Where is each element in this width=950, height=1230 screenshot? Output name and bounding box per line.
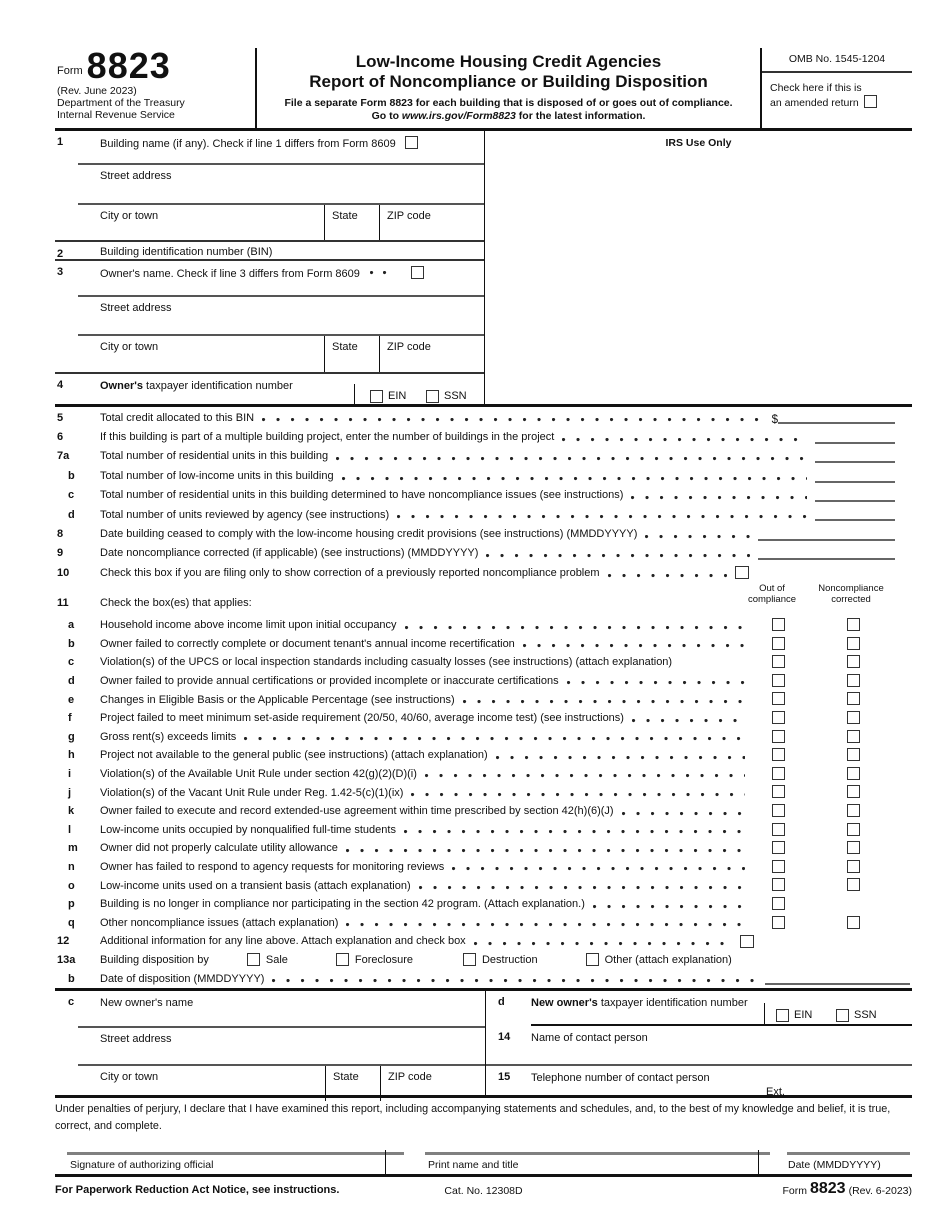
line11j-row <box>55 783 912 802</box>
col1-line2: compliance <box>747 593 797 605</box>
line11b-letter: b <box>68 637 75 650</box>
line13a-label: Building disposition by <box>100 953 209 966</box>
line11c-corrected-checkbox[interactable] <box>847 655 860 668</box>
goto-url: www.irs.gov/Form8823 <box>401 110 516 123</box>
line11a-label: Household income above income limit upon initial occupancy <box>100 619 397 632</box>
paperwork-notice: For Paperwork Reduction Act Notice, see instructions. <box>55 1184 340 1196</box>
dot-leader <box>244 737 745 741</box>
line11g-label: Gross rent(s) exceeds limits <box>100 730 237 743</box>
line11m-corrected-checkbox[interactable] <box>847 841 860 854</box>
line5-label: Total credit allocated to this BIN <box>100 411 255 424</box>
line3-dot-leader <box>370 271 396 275</box>
contact-right-column <box>485 991 912 1098</box>
form-revision: (Rev. June 2023) <box>57 85 137 98</box>
line11o-row <box>55 876 912 895</box>
street-address-label: Street address <box>100 1033 172 1045</box>
line12-row <box>55 932 912 951</box>
line3-row[interactable] <box>55 259 484 295</box>
dot-leader <box>425 774 745 778</box>
line11e-row <box>55 690 912 709</box>
ein-label: EIN <box>388 390 407 402</box>
amended-line2: an amended return <box>770 97 859 110</box>
line9-label: Date noncompliance corrected (if applicable) (see instructions) (MMDDYYYY) <box>100 547 479 560</box>
dot-leader <box>608 574 727 578</box>
dot-leader <box>272 979 757 983</box>
form-title-line2: Report of Noncompliance or Building Disposition <box>309 72 708 92</box>
line7c-number: c <box>68 489 75 502</box>
line7d-row <box>55 505 912 524</box>
line13d-letter: d <box>498 996 505 1008</box>
line11k-label: Owner failed to execute and record extended-use agreement within time prescribed by section 42(h)(6)(J) <box>100 805 614 818</box>
catalog-number: Cat. No. 12308D <box>444 1185 523 1197</box>
line11m-label: Owner did not properly calculate utility allowance <box>100 842 338 855</box>
line11c-label: Violation(s) of the UPCS or local inspection standards including casualty losses (see instructions) (attach explanation) <box>100 656 673 669</box>
line14-row[interactable] <box>486 1026 912 1064</box>
line11d-corrected-checkbox[interactable] <box>847 674 860 687</box>
state-cell[interactable] <box>325 1066 380 1101</box>
line9-date-field[interactable] <box>758 558 895 560</box>
line3-street-row[interactable] <box>55 295 484 334</box>
col2-line2: corrected <box>831 593 871 605</box>
line11n-label: Owner has failed to respond to agency requests for monitoring reviews <box>100 861 445 874</box>
col2-line1: Noncompliance <box>818 583 884 594</box>
new-owner-left-column <box>55 991 485 1095</box>
dot-leader <box>411 793 745 797</box>
line13a-row <box>55 951 912 970</box>
dot-leader <box>523 644 745 648</box>
line11j-letter: j <box>68 786 72 799</box>
dot-leader <box>397 515 807 519</box>
goto-pre: Go to <box>371 110 402 123</box>
line11k-corrected-checkbox[interactable] <box>847 804 860 817</box>
tin-divider-tick <box>354 384 355 407</box>
sale-label: Sale <box>265 953 288 966</box>
date-label: Date (MMDDYYYY) <box>788 1159 881 1171</box>
line2-label: Building identification number (BIN) <box>100 246 273 258</box>
line4-label-bold: Owner's <box>100 380 143 392</box>
new-owner-street-row[interactable] <box>55 1026 485 1064</box>
zip-cell[interactable] <box>379 205 484 240</box>
line2-row[interactable] <box>55 240 484 259</box>
line11f-letter: f <box>68 712 72 725</box>
line11b-row <box>55 635 912 654</box>
line4-tin-type <box>55 384 484 407</box>
line11f-label: Project failed to meet minimum set-aside requirement (20/50, 40/60, average income test) (see instructions) <box>100 712 624 725</box>
street-address-label: Street address <box>100 170 172 182</box>
line6-row <box>55 427 912 446</box>
line11n-row <box>55 858 912 877</box>
form-word: Form <box>57 65 83 78</box>
footer-revision: (Rev. 6-2023) <box>848 1185 912 1197</box>
line11k-out-of-compliance-checkbox[interactable] <box>772 804 785 817</box>
line6-label: If this building is part of a multiple building project, enter the number of buildings in the project <box>100 431 555 444</box>
line11n-out-of-compliance-checkbox[interactable] <box>772 860 785 873</box>
line11q-row <box>55 914 912 933</box>
line11m-letter: m <box>68 842 78 855</box>
line8-label: Date building ceased to comply with the low-income housing credit provisions (see instructions) (MMDDYYYY) <box>100 528 638 541</box>
line5-row <box>55 408 912 427</box>
line13c-letter: c <box>68 996 75 1008</box>
line7d-value-field[interactable] <box>815 519 895 521</box>
line11i-letter: i <box>68 768 72 781</box>
footer-form-number: 8823 <box>809 1180 846 1197</box>
line11g-corrected-checkbox[interactable] <box>847 730 860 743</box>
noncompliance-corrected-column-header <box>811 584 891 606</box>
amended-line1: Check here if this is <box>770 82 862 94</box>
dot-leader <box>593 905 745 909</box>
ext-label: Ext. <box>766 1086 785 1098</box>
line15-number: 15 <box>498 1071 511 1083</box>
line7b-label: Total number of low-income units in this building <box>100 469 334 482</box>
line11j-out-of-compliance-checkbox[interactable] <box>772 785 785 798</box>
line11d-letter: d <box>68 675 75 688</box>
zip-label: ZIP code <box>388 1071 432 1083</box>
line1-street-row[interactable] <box>55 163 484 203</box>
line11a-row <box>55 616 912 635</box>
line7d-label: Total number of units reviewed by agency (see instructions) <box>100 508 390 521</box>
foreclosure-label: Foreclosure <box>354 953 413 966</box>
dot-leader <box>632 719 745 723</box>
city-label: City or town <box>100 1071 159 1083</box>
irs-use-only-panel <box>485 131 912 404</box>
line7c-label: Total number of residential units in this building determined to have noncompliance issues (see instructions) <box>100 489 624 502</box>
line11j-corrected-checkbox[interactable] <box>847 785 860 798</box>
line3-label <box>100 261 484 281</box>
dot-leader <box>405 626 745 630</box>
line11d-label: Owner failed to provide annual certifications or provided incomplete or inaccurate certifications <box>100 675 559 688</box>
line11j-label: Violation(s) of the Vacant Unit Rule under Reg. 1.42-5(c)(1)(ix) <box>100 786 404 799</box>
line15-row[interactable] <box>486 1064 912 1101</box>
line11g-row <box>55 728 912 747</box>
line11l-out-of-compliance-checkbox[interactable] <box>772 823 785 836</box>
zip-cell[interactable] <box>380 1066 485 1101</box>
line11i-corrected-checkbox[interactable] <box>847 767 860 780</box>
form-subtitle: File a separate Form 8823 for each building that is disposed of or goes out of compliance. <box>284 96 733 109</box>
line7a-value-field[interactable] <box>815 461 895 463</box>
line11l-row <box>55 821 912 840</box>
sale-checkbox[interactable] <box>247 953 260 966</box>
line13d-ein-checkbox[interactable] <box>776 1009 789 1022</box>
line14-label: Name of contact person <box>531 1032 648 1044</box>
line6-value-field[interactable] <box>815 442 895 444</box>
city-label: City or town <box>100 341 159 353</box>
line11-items <box>55 616 912 988</box>
disposition-other-option <box>586 953 732 966</box>
line1-label-text: Building name (if any). Check if line 1 differs from Form 8609 <box>100 138 396 150</box>
amended-return-checkbox[interactable] <box>864 95 877 108</box>
line11k-row <box>55 802 912 821</box>
line13c-label: New owner's name <box>100 997 194 1009</box>
line1-differs-checkbox[interactable] <box>405 136 418 149</box>
amended-return-note <box>762 73 912 110</box>
line11a-corrected-checkbox[interactable] <box>847 618 860 631</box>
line7b-row <box>55 466 912 485</box>
line7b-value-field[interactable] <box>815 481 895 483</box>
line13d-row[interactable] <box>486 991 912 1026</box>
line11q-corrected-checkbox[interactable] <box>847 916 860 929</box>
line13d-tin-type <box>486 1003 912 1026</box>
line7a-number: 7a <box>57 450 70 463</box>
line10-number: 10 <box>57 566 70 579</box>
omb-number: OMB No. 1545-1204 <box>762 48 912 73</box>
signature-label: Signature of authorizing official <box>70 1159 214 1171</box>
city-cell[interactable] <box>78 336 324 372</box>
line11b-label: Owner failed to correctly complete or document tenant's annual income recertification <box>100 637 515 650</box>
line11h-row <box>55 746 912 765</box>
perjury-statement: Under penalties of perjury, I declare that I have examined this report, including accompanying statements and schedules, and, to the best of my knowledge and belief, it is true, correct, and complete. <box>55 1103 891 1132</box>
irs-use-only-label: IRS Use Only <box>665 137 732 149</box>
lines-5-to-10 <box>55 408 912 583</box>
dot-leader <box>496 756 745 760</box>
omb-block <box>762 48 912 128</box>
dot-leader <box>645 535 750 539</box>
zip-label: ZIP code <box>387 210 431 222</box>
line7c-value-field[interactable] <box>815 500 895 502</box>
line11l-letter: l <box>68 823 72 836</box>
line11e-label: Changes in Eligible Basis or the Applicable Percentage (see instructions) <box>100 693 455 706</box>
foreclosure-checkbox[interactable] <box>336 953 349 966</box>
line2-number: 2 <box>57 248 64 260</box>
signature-line[interactable] <box>67 1152 404 1155</box>
line7c-row <box>55 486 912 505</box>
street-address-label: Street address <box>100 302 172 314</box>
line11g-letter: g <box>68 730 75 743</box>
ssn-label: SSN <box>854 1009 877 1021</box>
line11-label: Check the box(es) that applies: <box>100 597 252 609</box>
line11o-corrected-checkbox[interactable] <box>847 878 860 891</box>
line1-number: 1 <box>57 136 64 148</box>
line4-row[interactable] <box>55 372 484 407</box>
line11n-corrected-checkbox[interactable] <box>847 860 860 873</box>
line11p-label: Building is no longer in compliance nor participating in the section 42 program. (Attach explanation.) <box>100 898 585 911</box>
form-title-line1: Low-Income Housing Credit Agencies <box>355 52 662 71</box>
line15-label: Telephone number of contact person <box>531 1072 710 1084</box>
tin-divider-tick <box>764 1003 765 1026</box>
line13d-label-rest: taxpayer identification number <box>597 997 748 1009</box>
print-name-label: Print name and title <box>428 1159 519 1171</box>
dot-leader <box>567 681 745 685</box>
dot-leader <box>463 700 745 704</box>
dot-leader <box>631 496 807 500</box>
form-header <box>55 45 912 131</box>
dollar-sign: $ <box>771 414 778 427</box>
form-footer-id <box>782 1181 912 1197</box>
line11i-label: Violation(s) of the Available Unit Rule under section 42(g)(2)(D)(i) <box>100 768 417 781</box>
line1-label <box>100 131 484 151</box>
form-goto-line <box>257 110 760 124</box>
line11-header <box>55 584 912 616</box>
goto-post: for the latest information. <box>515 110 646 123</box>
line8-number: 8 <box>57 528 64 541</box>
line11m-row <box>55 839 912 858</box>
dot-leader <box>419 886 745 890</box>
line11m-out-of-compliance-checkbox[interactable] <box>772 841 785 854</box>
line3-city-row[interactable] <box>55 334 484 372</box>
line5-number: 5 <box>57 411 64 424</box>
other-checkbox[interactable] <box>586 953 599 966</box>
line1-city-row[interactable] <box>55 203 484 240</box>
signature-column-divider <box>758 1150 759 1176</box>
line11q-out-of-compliance-checkbox[interactable] <box>772 916 785 929</box>
line11p-letter: p <box>68 898 75 911</box>
line4-ssn-checkbox[interactable] <box>426 390 439 403</box>
line1-row[interactable] <box>55 131 484 163</box>
line13b-row <box>55 969 912 988</box>
line11f-row <box>55 709 912 728</box>
form-footer <box>55 1181 912 1205</box>
line11d-out-of-compliance-checkbox[interactable] <box>772 674 785 687</box>
dot-leader <box>562 438 807 442</box>
line11p-row <box>55 895 912 914</box>
line12-number: 12 <box>57 935 70 948</box>
line3-differs-checkbox[interactable] <box>411 266 424 279</box>
state-label: State <box>332 341 358 353</box>
irs-label: Internal Revenue Service <box>57 109 175 122</box>
col1-line1: Out of <box>759 583 785 594</box>
dot-leader <box>342 477 807 481</box>
line11g-out-of-compliance-checkbox[interactable] <box>772 730 785 743</box>
line10-label: Check this box if you are filing only to show correction of a previously reported noncompliance problem <box>100 566 600 579</box>
line11p-out-of-compliance-checkbox[interactable] <box>772 897 785 910</box>
state-label: State <box>332 210 358 222</box>
dot-leader <box>336 457 807 461</box>
dot-leader <box>622 812 745 816</box>
line11f-out-of-compliance-checkbox[interactable] <box>772 711 785 724</box>
line11o-letter: o <box>68 879 75 892</box>
line4-ein-checkbox[interactable] <box>370 390 383 403</box>
line11-number: 11 <box>57 597 69 609</box>
line11a-letter: a <box>68 619 75 632</box>
line11c-letter: c <box>68 656 75 669</box>
line11d-row <box>55 672 912 691</box>
zip-cell[interactable] <box>379 336 484 372</box>
line13a-number: 13a <box>57 953 76 966</box>
ssn-label: SSN <box>444 390 467 402</box>
new-owner-contact-table <box>55 988 912 1098</box>
dot-leader <box>346 849 745 853</box>
line14-number: 14 <box>498 1031 511 1043</box>
line5-amount-field[interactable] <box>778 422 895 424</box>
city-cell[interactable] <box>78 205 324 240</box>
line7a-row <box>55 447 912 466</box>
line8-date-field[interactable] <box>758 539 895 541</box>
treasury-label: Department of the Treasury <box>57 97 185 110</box>
line12-label: Additional information for any line above. Attach explanation and check box <box>100 935 466 948</box>
line11k-letter: k <box>68 805 75 818</box>
zip-label: ZIP code <box>387 341 431 353</box>
line11e-letter: e <box>68 693 75 706</box>
disposition-sale-option <box>247 953 288 966</box>
dot-leader <box>346 923 745 927</box>
line11f-corrected-checkbox[interactable] <box>847 711 860 724</box>
line11o-out-of-compliance-checkbox[interactable] <box>772 878 785 891</box>
line13b-label: Date of disposition (MMDDYYYY) <box>100 972 265 985</box>
line11b-out-of-compliance-checkbox[interactable] <box>772 637 785 650</box>
state-cell[interactable] <box>324 336 379 372</box>
line11h-out-of-compliance-checkbox[interactable] <box>772 748 785 761</box>
line4-number: 4 <box>57 379 64 391</box>
line3-label-text: Owner's name. Check if line 3 differs from Form 8609 <box>100 268 360 280</box>
line7a-label: Total number of residential units in this building <box>100 450 329 463</box>
form-id-block <box>55 45 255 128</box>
building-owner-left-column <box>55 131 485 404</box>
line11h-label: Project not available to the general public (see instructions) (attach explanation) <box>100 749 488 762</box>
line13b-number: b <box>68 972 75 985</box>
line11i-row <box>55 765 912 784</box>
line13c-row[interactable] <box>55 991 485 1026</box>
line11i-out-of-compliance-checkbox[interactable] <box>772 767 785 780</box>
line10-row <box>55 563 912 582</box>
signature-column-divider <box>385 1150 386 1176</box>
line11q-label: Other noncompliance issues (attach explanation) <box>100 916 339 929</box>
line9-number: 9 <box>57 547 64 560</box>
state-cell[interactable] <box>324 205 379 240</box>
form-title-block <box>255 48 762 128</box>
dot-leader <box>452 867 745 871</box>
line12-checkbox[interactable] <box>740 935 754 948</box>
building-owner-table <box>55 131 912 407</box>
ein-label: EIN <box>794 1009 813 1021</box>
line7b-number: b <box>68 469 75 482</box>
line8-row <box>55 524 912 543</box>
line11q-letter: q <box>68 916 75 929</box>
out-of-compliance-column-header <box>732 584 812 606</box>
destruction-label: Destruction <box>481 953 538 966</box>
dot-leader <box>262 418 764 422</box>
dot-leader <box>486 554 750 558</box>
line11a-out-of-compliance-checkbox[interactable] <box>772 618 785 631</box>
disposition-foreclosure-option <box>336 953 413 966</box>
new-owner-city-row[interactable] <box>55 1064 485 1101</box>
footer-form-word: Form <box>782 1185 807 1197</box>
line11c-row <box>55 653 912 672</box>
line11l-label: Low-income units occupied by nonqualified full-time students <box>100 823 396 836</box>
line3-number: 3 <box>57 266 64 278</box>
dot-leader <box>404 830 745 834</box>
line11h-corrected-checkbox[interactable] <box>847 748 860 761</box>
date-line[interactable] <box>787 1152 910 1155</box>
line7d-number: d <box>68 508 75 521</box>
line11e-out-of-compliance-checkbox[interactable] <box>772 692 785 705</box>
line13d-ssn-checkbox[interactable] <box>836 1009 849 1022</box>
line11n-letter: n <box>68 861 75 874</box>
dot-leader <box>474 942 732 946</box>
disposition-destruction-option <box>463 953 538 966</box>
state-label: State <box>333 1071 359 1083</box>
city-cell[interactable] <box>78 1066 325 1101</box>
print-name-line[interactable] <box>425 1152 770 1155</box>
line13b-date-field[interactable] <box>765 983 910 985</box>
line6-number: 6 <box>57 431 64 444</box>
line9-row <box>55 544 912 563</box>
line13d-label-bold: New owner's <box>531 997 598 1009</box>
destruction-checkbox[interactable] <box>463 953 476 966</box>
line10-checkbox[interactable] <box>735 566 749 579</box>
other-label: Other (attach explanation) <box>604 953 732 966</box>
line11c-out-of-compliance-checkbox[interactable] <box>772 655 785 668</box>
city-label: City or town <box>100 210 159 222</box>
signature-bottom-rule <box>55 1174 912 1177</box>
form-number: 8823 <box>86 45 171 86</box>
line11h-letter: h <box>68 749 75 762</box>
line4-label-rest: taxpayer identification number <box>142 380 293 392</box>
line11e-corrected-checkbox[interactable] <box>847 692 860 705</box>
line11o-label: Low-income units used on a transient basis (attach explanation) <box>100 879 411 892</box>
line11b-corrected-checkbox[interactable] <box>847 637 860 650</box>
line11l-corrected-checkbox[interactable] <box>847 823 860 836</box>
